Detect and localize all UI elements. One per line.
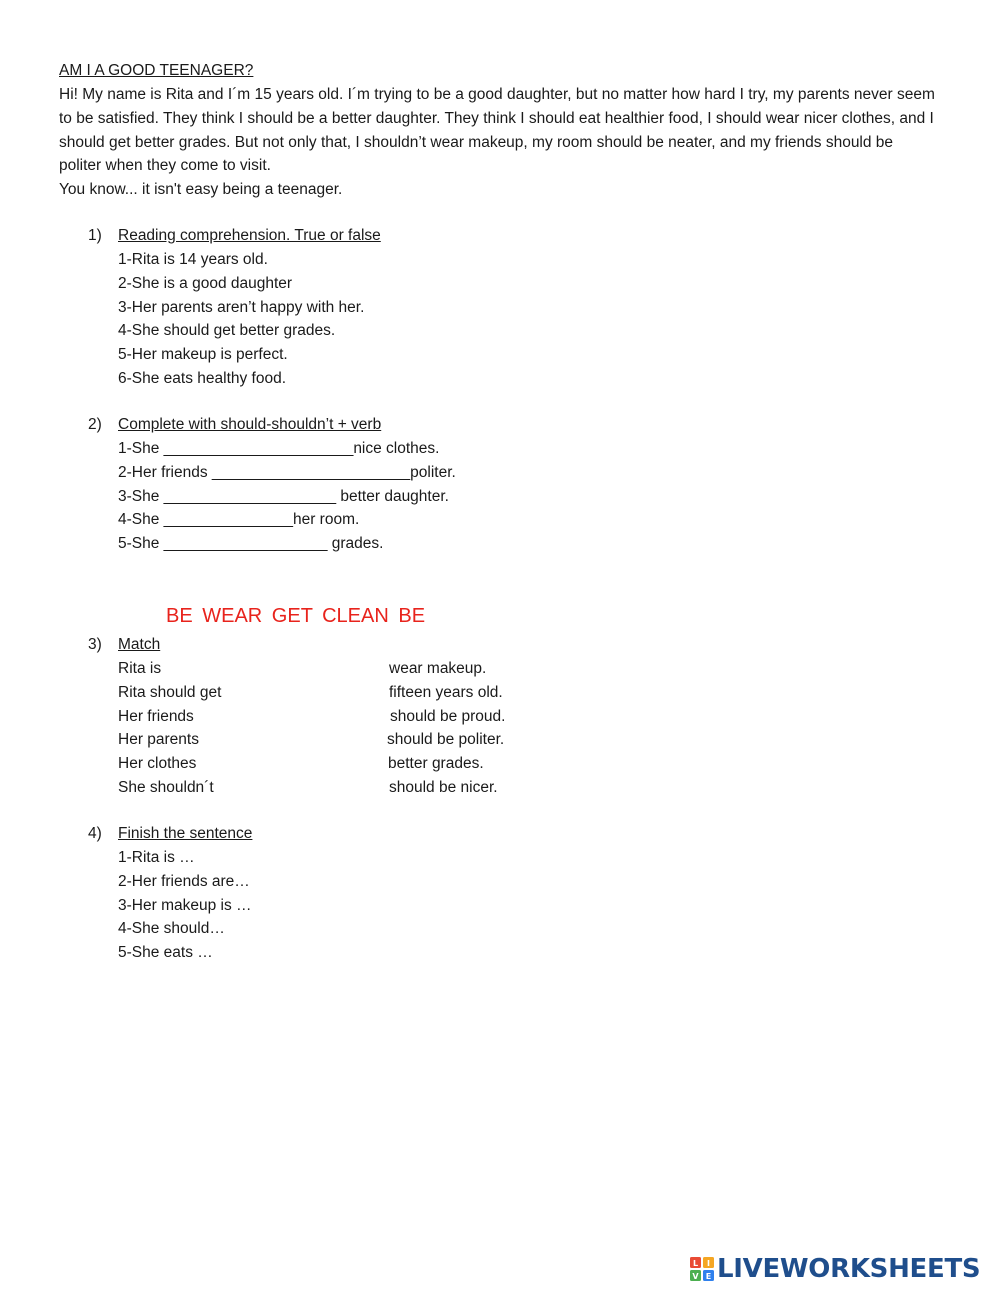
match-right-column [386, 657, 505, 800]
section-1-list [118, 248, 364, 391]
list-item[interactable]: 2-Her friends are… [118, 872, 250, 890]
list-item: 2-She is a good daughter [118, 274, 293, 292]
list-item[interactable]: 3-Her makeup is … [118, 896, 252, 914]
list-item[interactable]: 2-Her friends _______________________politer. [118, 463, 456, 481]
section-label: Complete with should-shouldn’t + verb [118, 416, 382, 433]
section-label: Match [118, 636, 161, 653]
match-right-item[interactable]: should be politer. [387, 731, 505, 749]
list-item[interactable]: 1-She ______________________nice clothes. [118, 440, 440, 457]
section-3-heading [88, 634, 160, 656]
intro-text [59, 83, 939, 202]
list-item: 4-She should get better grades. [118, 322, 336, 340]
list-item[interactable]: 3-She ____________________ better daughter. [118, 487, 449, 505]
word-bank: BE WEAR GET CLEAN BE [166, 605, 426, 627]
match-left-item[interactable]: She shouldn´t [118, 778, 214, 796]
section-label: Finish the sentence [118, 825, 253, 842]
list-item: 1-Rita is 14 years old. [118, 251, 268, 268]
list-item: 6-She eats healthy food. [118, 369, 287, 387]
intro-closing: You know... it isn't easy being a teenager. [59, 181, 343, 199]
list-item[interactable]: 4-She _______________her room. [118, 511, 360, 529]
logo-text: LIVEWORKSHEETS [717, 1254, 981, 1284]
match-left-item[interactable]: Her clothes [118, 755, 197, 773]
logo-letter: I [707, 1259, 710, 1268]
list-item[interactable]: 5-She eats … [118, 944, 213, 962]
list-item[interactable]: 1-Rita is … [118, 849, 195, 866]
section-4-list [118, 846, 252, 965]
match-right-item[interactable]: fifteen years old. [389, 683, 503, 701]
match-right-item[interactable]: better grades. [388, 755, 484, 773]
section-1-heading [88, 225, 381, 247]
match-right-item[interactable]: should be proud. [390, 707, 506, 725]
logo-letter: L [692, 1259, 699, 1268]
section-number: 4) [88, 825, 102, 842]
section-number: 1) [88, 227, 102, 244]
intro-paragraph: Hi! My name is Rita and I´m 15 years old. I´m trying to be a good daughter, but no matter how hard I try, my parents never seem to be satisfied. They think I should be a better daughter. They think I should eat healthier food, I should wear nicer clothes, and I should get better grades. But not only that, I shouldn’t wear makeup, my room should be neater, and my friends should be politer when they come to visit. [59, 86, 935, 175]
logo-letter: E [705, 1272, 712, 1281]
section-number: 3) [88, 636, 102, 653]
match-right-item[interactable]: should be nicer. [389, 778, 498, 796]
section-4-heading [88, 823, 252, 845]
match-right-item[interactable]: wear makeup. [389, 660, 487, 677]
list-item: 3-Her parents aren’t happy with her. [118, 298, 365, 316]
match-left-column [118, 657, 221, 800]
worksheet-title: AM I A GOOD TEENAGER? [59, 62, 254, 79]
section-label: Reading comprehension. True or false [118, 227, 381, 244]
list-item[interactable]: 5-She ___________________ grades. [118, 535, 384, 553]
list-item: 5-Her makeup is perfect. [118, 346, 288, 364]
match-left-item[interactable]: Her friends [118, 707, 194, 725]
list-item[interactable]: 4-She should… [118, 920, 225, 938]
liveworksheets-logo[interactable] [690, 1254, 980, 1284]
match-left-item[interactable]: Her parents [118, 731, 199, 749]
section-2-list [118, 437, 456, 556]
liveworksheets-logo-icon [690, 1257, 714, 1281]
match-left-item[interactable]: Rita should get [118, 683, 222, 701]
logo-letter: V [692, 1272, 699, 1281]
section-number: 2) [88, 416, 102, 433]
section-2-heading [88, 414, 381, 436]
match-left-item[interactable]: Rita is [118, 660, 162, 677]
